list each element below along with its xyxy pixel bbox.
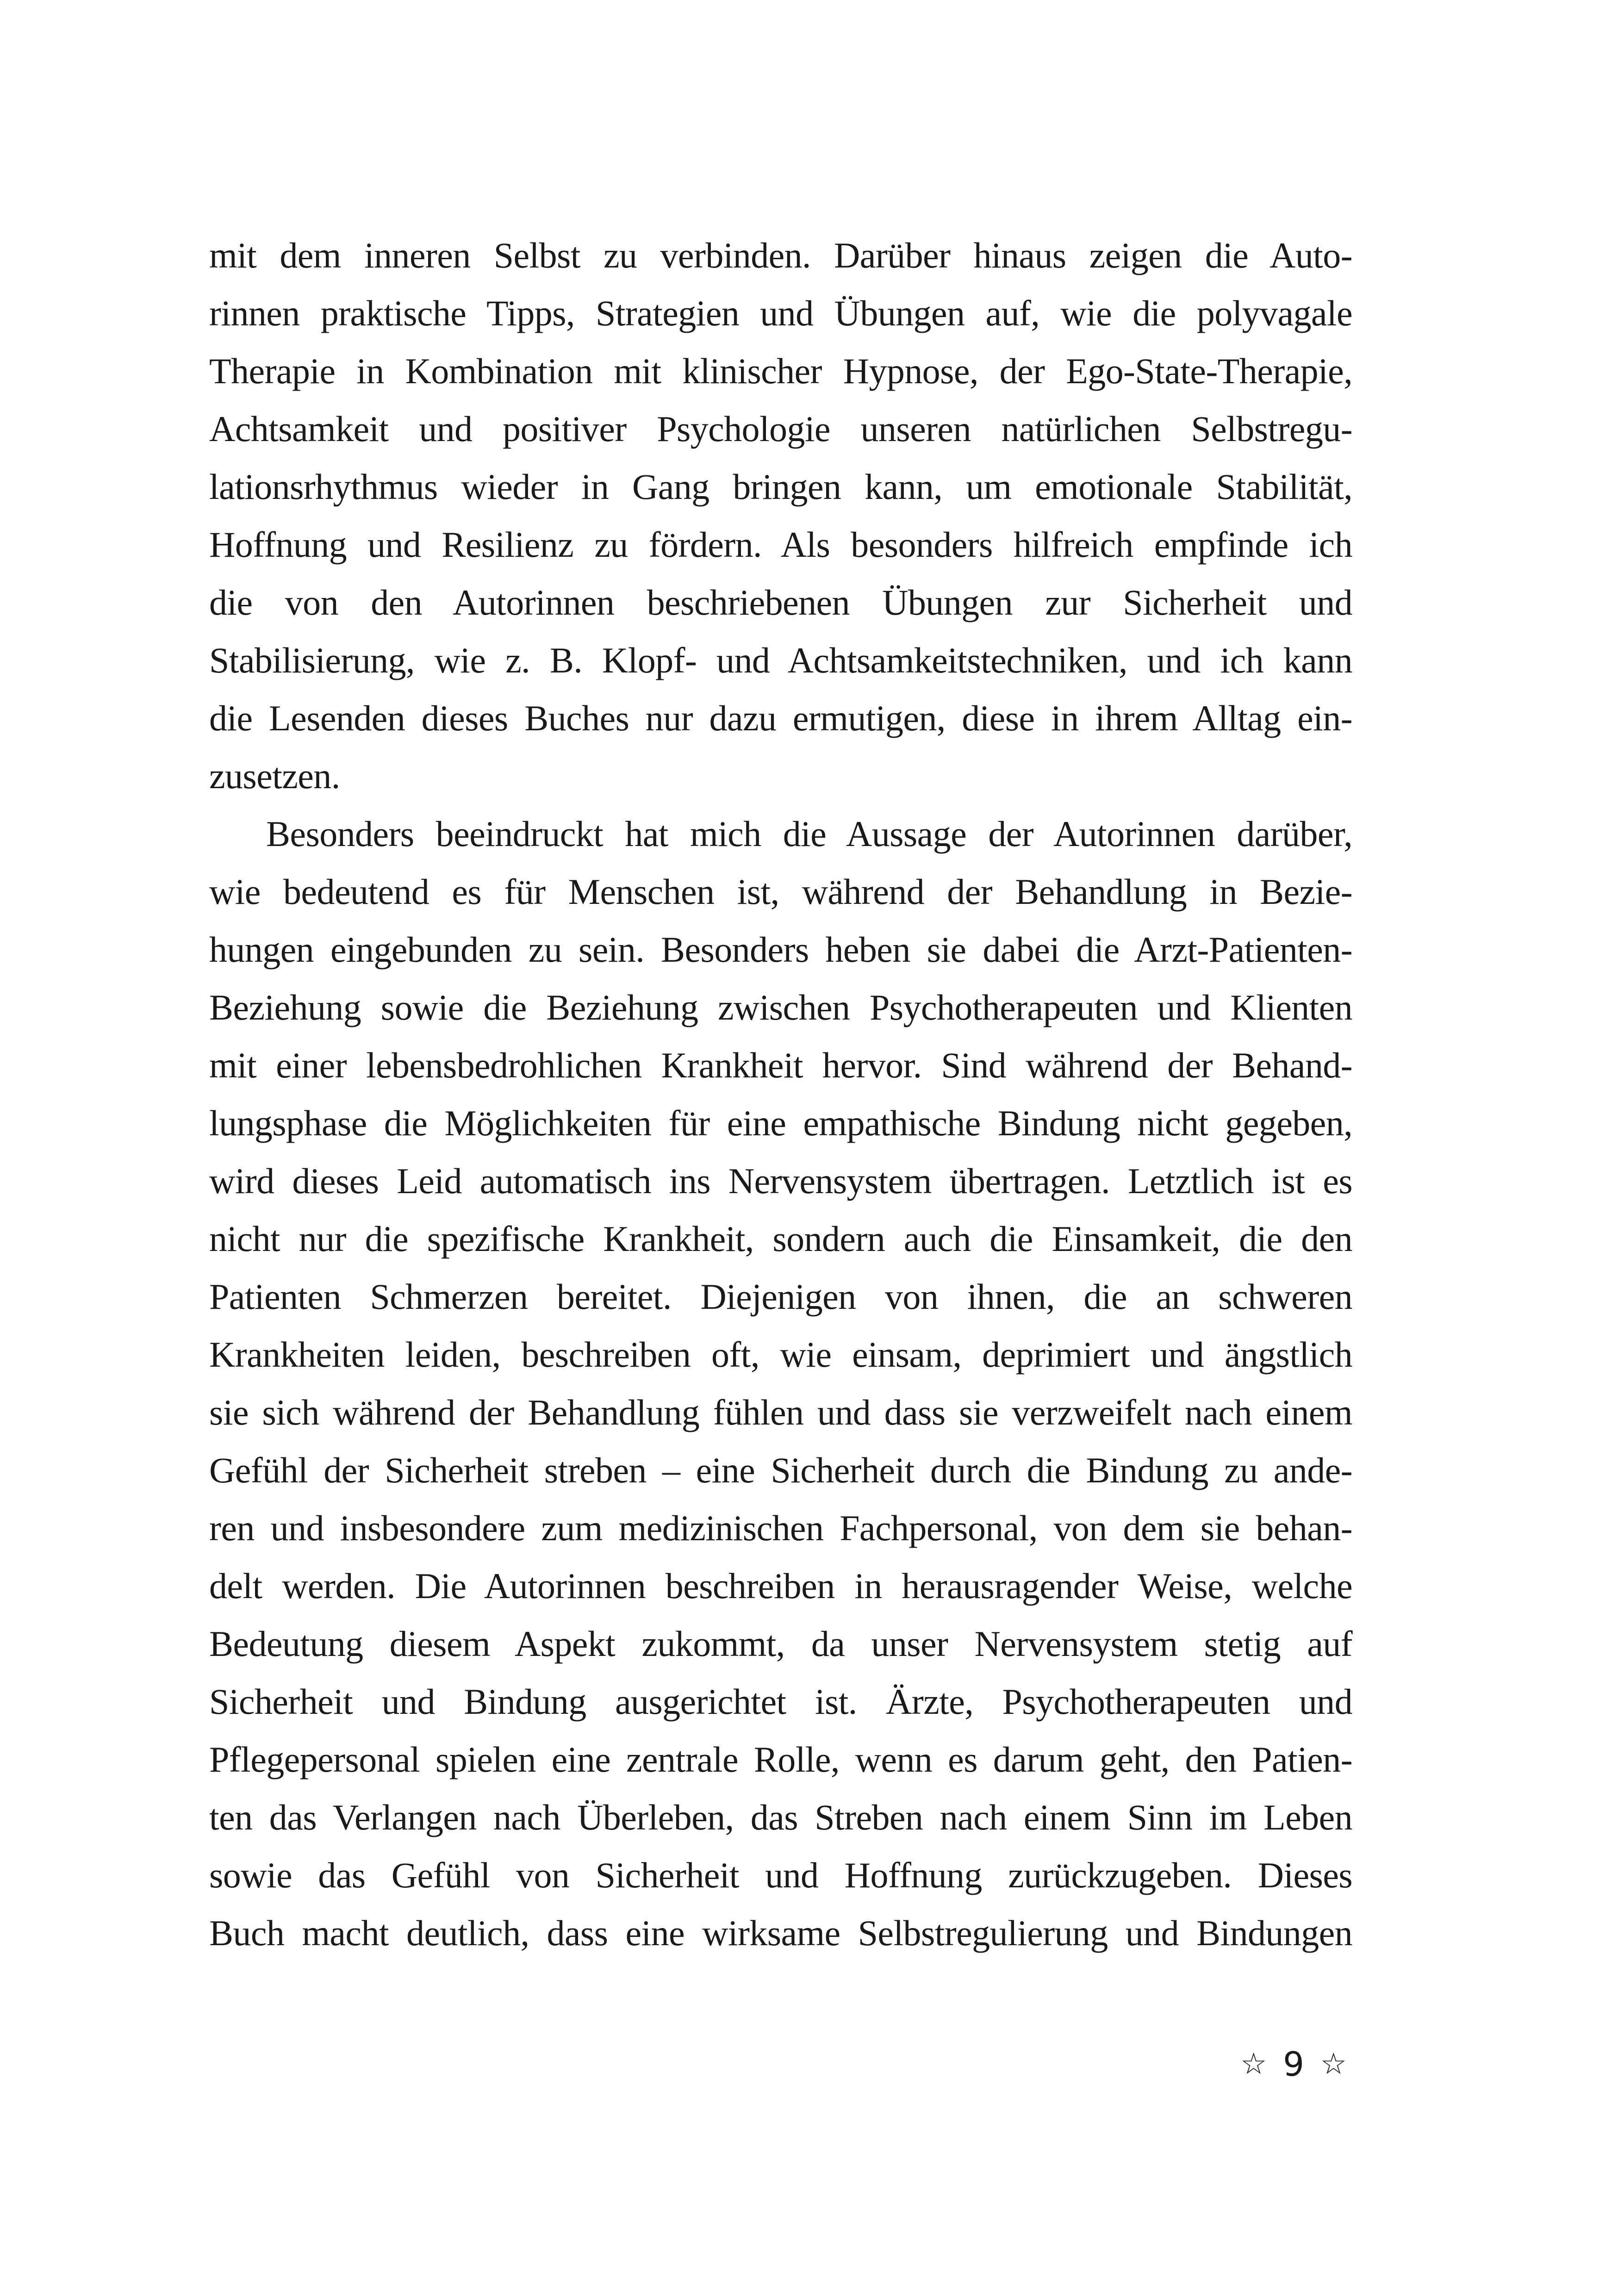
text-line: die Lesenden dieses Buches nur dazu ermutigen, diese in ihrem Alltag ein- — [209, 698, 1352, 738]
text-line: sowie das Gefühl von Sicherheit und Hoffnung zurückzugeben. Dieses — [209, 1855, 1352, 1895]
text-line: Pflegepersonal spielen eine zentrale Rolle, wenn es darum geht, den Patien- — [209, 1739, 1352, 1780]
text-line: Gefühl der Sicherheit streben – eine Sicherheit durch die Bindung zu ande- — [209, 1450, 1352, 1490]
text-line: nicht nur die spezifische Krankheit, sondern auch die Einsamkeit, die den — [209, 1219, 1352, 1259]
text-line: rinnen praktische Tipps, Strategien und Übungen auf, wie die polyvagale — [209, 293, 1352, 333]
text-line: Achtsamkeit und positiver Psychologie unseren natürlichen Selbstregu- — [209, 409, 1352, 449]
text-line: lungsphase die Möglichkeiten für eine empathische Bindung nicht gegeben, — [209, 1103, 1352, 1143]
text-line: mit dem inneren Selbst zu verbinden. Darüber hinaus zeigen die Auto- — [209, 235, 1352, 275]
text-line: die von den Autorinnen beschriebenen Übungen zur Sicherheit und — [209, 582, 1352, 622]
text-line: Sicherheit und Bindung ausgerichtet ist. Ärzte, Psychotherapeuten und — [209, 1681, 1352, 1722]
text-line: ren und insbesondere zum medizinischen Fachpersonal, von dem sie behan- — [209, 1508, 1352, 1548]
text-line: mit einer lebensbedrohlichen Krankheit hervor. Sind während der Behand- — [209, 1045, 1352, 1085]
text-line: Beziehung sowie die Beziehung zwischen Psychotherapeuten und Klienten — [209, 987, 1352, 1027]
text-line: zusetzen. — [209, 756, 340, 796]
text-line: Therapie in Kombination mit klinischer Hypnose, der Ego-State-Therapie, — [209, 351, 1352, 391]
text-line: lationsrhythmus wieder in Gang bringen kann, um emotionale Stabilität, — [209, 467, 1352, 507]
text-line: Stabilisierung, wie z. B. Klopf- und Achtsamkeitstechniken, und ich kann — [209, 640, 1352, 680]
text-line: Hoffnung und Resilienz zu fördern. Als besonders hilfreich empfinde ich — [209, 524, 1352, 565]
star-ornament-icon: ☆ — [1240, 2047, 1267, 2081]
page-number — [1240, 2046, 1347, 2083]
text-line: wie bedeutend es für Menschen ist, während der Behandlung in Bezie- — [209, 871, 1352, 912]
text-line: wird dieses Leid automatisch ins Nervensystem übertragen. Letztlich ist es — [209, 1161, 1352, 1201]
page-number-value: 9 — [1283, 2045, 1304, 2084]
text-line: sie sich während der Behandlung fühlen und dass sie verzweifelt nach einem — [209, 1392, 1352, 1432]
text-line: Patienten Schmerzen bereitet. Diejenigen von ihnen, die an schweren — [209, 1276, 1352, 1317]
star-ornament-icon: ☆ — [1320, 2047, 1347, 2081]
text-line: Krankheiten leiden, beschreiben oft, wie einsam, deprimiert und ängstlich — [209, 1334, 1352, 1375]
text-line: hungen eingebunden zu sein. Besonders heben sie dabei die Arzt-Patienten- — [209, 929, 1352, 970]
text-line: delt werden. Die Autorinnen beschreiben in herausragender Weise, welche — [209, 1566, 1352, 1606]
text-line: Besonders beeindruckt hat mich die Aussage der Autorinnen darüber, — [266, 814, 1352, 854]
text-line: Buch macht deutlich, dass eine wirksame Selbstregulierung und Bindungen — [209, 1913, 1352, 1953]
text-line: ten das Verlangen nach Überleben, das Streben nach einem Sinn im Leben — [209, 1797, 1352, 1837]
text-line: Bedeutung diesem Aspekt zukommt, da unser Nervensystem stetig auf — [209, 1624, 1352, 1664]
